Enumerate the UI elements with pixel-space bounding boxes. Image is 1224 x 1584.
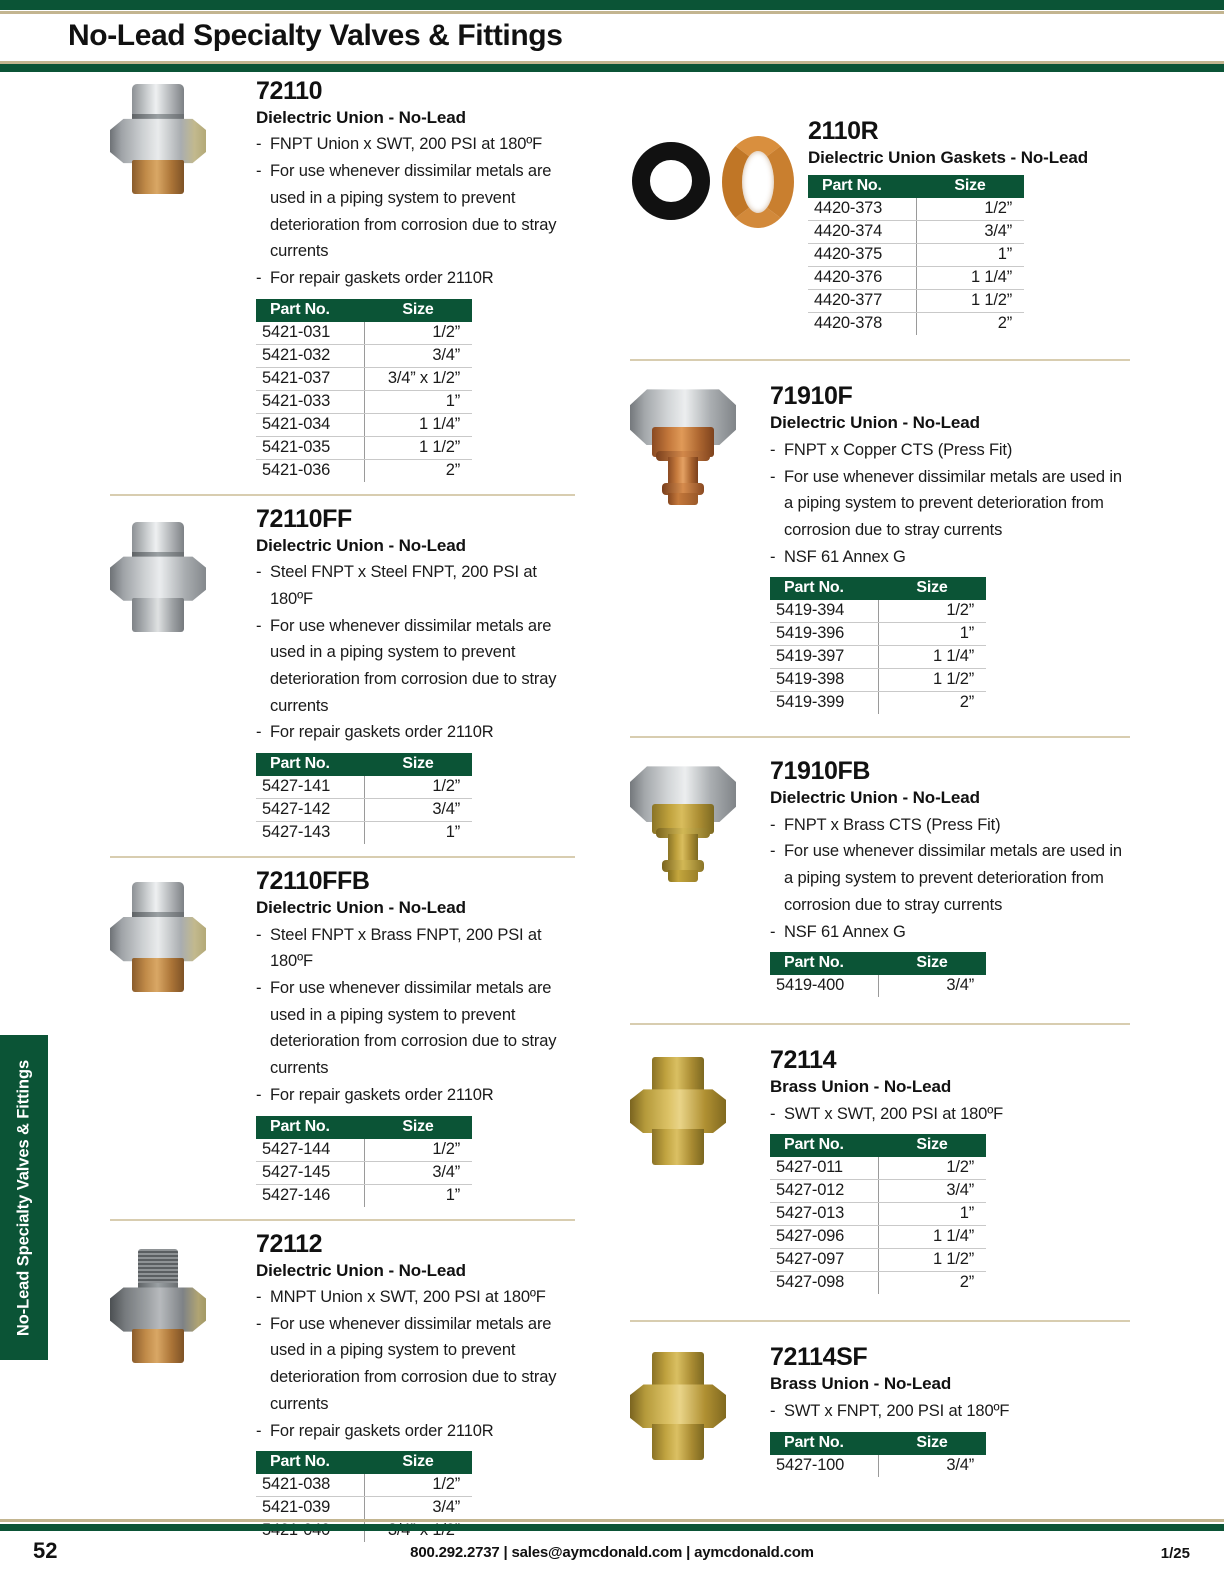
cell-part-no: 5427-141 [256,776,364,799]
gasket-tan-icon [722,136,794,228]
cell-size: 3/4” [364,1161,472,1184]
table-row [808,290,1024,313]
footer-rule [0,1524,1224,1531]
cell-size: 2” [959,1273,974,1292]
dielectric-union-icon [110,84,206,194]
cell-size: 1” [878,1203,986,1226]
product-71910f [630,383,1130,714]
header-top-rule [0,0,1224,10]
cell-size: 3/4” [364,1497,472,1520]
cell-part-no: 5427-144 [256,1139,364,1162]
cell-size: 2” [445,460,460,479]
page-number: 52 [33,1538,58,1563]
table-row [808,198,1024,221]
dielectric-union-icon [110,1249,206,1359]
cell-size: 1 1/2” [916,290,1024,313]
product-subtitle: Dielectric Union - No-Lead [256,108,466,127]
spec-table [770,1432,986,1477]
cell-size: 1/2” [364,1474,472,1497]
cell-part-no: 5421-035 [256,436,364,459]
cell-size: 3/4” [946,976,974,995]
cell-size: 1/2” [364,1139,472,1162]
spec-table [256,299,472,482]
cell-size: 1” [445,1185,460,1204]
column-header-size: Size [878,1432,986,1455]
brass-union-icon [630,1057,726,1165]
product-image-72110ffb [110,868,256,992]
cell-part-no: 5419-397 [770,646,878,669]
product-image-72114 [630,1047,770,1165]
section-divider [110,494,575,496]
cell-size: 3/4” [946,1455,974,1474]
cell-size: 3/4” [364,799,472,822]
product-subtitle: Brass Union - No-Lead [770,1374,952,1394]
section-divider [110,1219,575,1221]
product-subtitle: Dielectric Union - No-Lead [256,535,466,555]
cell-part-no: 5427-011 [770,1157,878,1180]
product-72110ffb [110,868,575,1206]
cell-size: 1 1/2” [364,436,472,459]
section-divider [630,1023,1130,1025]
spec-table [770,952,986,997]
product-sku: 72110 [256,77,323,105]
cell-part-no: 5419-398 [770,669,878,692]
feature-item: - For use whenever dissimilar metals are used in a piping system to prevent deterioration from corrosion due to stray currents [770,838,1130,918]
table-row [770,1203,986,1226]
product-sku: 71910F [770,382,853,411]
table-row [770,646,986,669]
cell-part-no: 5427-142 [256,799,364,822]
product-image-71910f [630,383,770,505]
section-divider [110,856,575,858]
table-row [256,459,472,482]
table-row [808,267,1024,290]
cell-part-no: 5421-036 [256,459,364,482]
column-header-part-no: Part No. [770,1432,878,1455]
table-row [256,822,472,845]
table-row [256,1184,472,1207]
table-row [256,799,472,822]
cell-part-no: 5427-146 [256,1184,364,1207]
dielectric-union-icon [110,522,206,632]
cell-size: 2” [959,693,974,712]
product-sku: 72114 [770,1046,837,1075]
brass-union-icon [630,1352,726,1460]
product-subtitle: Brass Union - No-Lead [770,1077,952,1097]
product-image-72110ff [110,506,256,632]
union-gaskets-icon [630,136,800,228]
column-header-part-no: Part No. [256,753,364,776]
cell-part-no: 5427-098 [770,1272,878,1295]
table-row [808,221,1024,244]
product-sku: 72110FFB [256,867,370,896]
product-features [770,1398,1130,1425]
product-features [770,1101,1130,1128]
cell-size: 3/4” [878,1180,986,1203]
column-header-part-no: Part No. [770,1134,878,1157]
column-header-part-no: Part No. [770,952,878,975]
feature-item: - For use whenever dissimilar metals are used in a piping system to prevent deterioration from corrosion due to stray currents [256,975,575,1082]
table-row [770,600,986,623]
product-image-2110r [630,118,808,228]
product-72110 [110,78,575,482]
column-header-size: Size [878,1134,986,1157]
cell-part-no: 5419-396 [770,623,878,646]
cell-part-no: 5427-096 [770,1226,878,1249]
product-features [256,559,575,746]
column-header-size: Size [364,753,472,776]
feature-item: - MNPT Union x SWT, 200 PSI at 180ºF [256,1284,575,1311]
cell-size: 3/4” [364,344,472,367]
product-72112 [110,1231,575,1543]
column-header-size: Size [878,577,986,600]
product-subtitle: Dielectric Union - No-Lead [256,1260,466,1280]
column-header-part-no: Part No. [256,1116,364,1139]
feature-item: - FNPT x Copper CTS (Press Fit) [770,437,1130,464]
column-header-size: Size [916,175,1024,198]
press-fit-union-icon [630,764,736,882]
cell-size: 1/2” [916,198,1024,221]
gasket-black-icon [632,142,710,220]
column-header-size: Size [364,299,472,322]
table-row [770,1226,986,1249]
spec-table [256,753,472,844]
cell-part-no: 4420-376 [808,267,916,290]
table-row [808,244,1024,267]
section-divider [630,359,1130,361]
table-row [770,623,986,646]
press-fit-union-icon [630,387,736,505]
cell-size: 1 1/4” [916,267,1024,290]
product-features [256,1284,575,1444]
product-subtitle: Dielectric Union - No-Lead [770,788,980,808]
product-subtitle: Dielectric Union - No-Lead [770,413,980,433]
feature-item: - SWT x FNPT, 200 PSI at 180ºF [770,1398,1130,1425]
product-72114sf [630,1344,1130,1476]
footer-revision-code: 1/25 [1160,1545,1190,1562]
right-column [630,118,1130,1477]
table-row [256,1161,472,1184]
product-features [770,812,1130,946]
feature-item: - NSF 61 Annex G [770,919,1130,946]
product-72110ff [110,506,575,844]
cell-size: 1/2” [878,1157,986,1180]
product-sku: 71910FB [770,757,871,786]
feature-item: - FNPT Union x SWT, 200 PSI at 180ºF [256,131,575,158]
cell-size: 1” [916,244,1024,267]
spec-table [770,1134,986,1294]
cell-size: 1/2” [878,600,986,623]
cell-size: 3/4” x 1/2” [364,367,472,390]
product-image-72112 [110,1231,256,1359]
cell-part-no: 5421-032 [256,344,364,367]
cell-size: 1 1/4” [878,1226,986,1249]
table-row [256,776,472,799]
feature-item: - For repair gaskets order 2110R [256,1082,575,1109]
product-image-71910fb [630,758,770,882]
table-row [770,1180,986,1203]
table-row [256,367,472,390]
table-row [256,1474,472,1497]
cell-part-no: 5421-039 [256,1497,364,1520]
table-row [256,322,472,345]
cell-size: 3/4” [916,221,1024,244]
product-sku: 72110FF [256,504,352,533]
product-image-72114sf [630,1344,770,1460]
cell-part-no: 5421-037 [256,367,364,390]
spec-table [808,175,1024,335]
section-divider [630,736,1130,738]
feature-item: - Steel FNPT x Steel FNPT, 200 PSI at 180ºF [256,559,575,612]
cell-part-no: 4420-377 [808,290,916,313]
product-sku: 72114SF [770,1343,868,1372]
cell-size: 2” [997,314,1012,333]
feature-item: - For repair gaskets order 2110R [256,1418,575,1445]
table-row [770,669,986,692]
feature-item: - SWT x SWT, 200 PSI at 180ºF [770,1101,1130,1128]
section-divider [630,1320,1130,1322]
product-subtitle: Dielectric Union Gaskets - No-Lead [808,148,1089,167]
table-row [256,413,472,436]
cell-part-no: 5419-400 [770,975,878,997]
column-header-size: Size [364,1451,472,1474]
column-header-size: Size [364,1116,472,1139]
table-row [808,313,1024,336]
cell-part-no: 4420-373 [808,198,916,221]
product-subtitle: Dielectric Union - No-Lead [256,898,466,918]
feature-item: - FNPT x Brass CTS (Press Fit) [770,812,1130,839]
table-row [770,975,986,997]
cell-part-no: 5427-143 [256,822,364,845]
table-row [256,1139,472,1162]
cell-size: 1/2” [364,322,472,345]
column-header-part-no: Part No. [256,1451,364,1474]
product-sku: 2110R [808,117,879,145]
product-71910fb [630,758,1130,997]
cell-size: 1 1/2” [878,669,986,692]
cell-part-no: 5419-399 [770,692,878,715]
feature-item: - For use whenever dissimilar metals are used in a piping system to prevent deterioration from corrosion due to stray currents [770,464,1130,544]
table-row [770,1157,986,1180]
product-features [256,922,575,1109]
column-header-part-no: Part No. [770,577,878,600]
product-2110r [630,118,1130,335]
cell-part-no: 5421-038 [256,1474,364,1497]
cell-part-no: 5427-097 [770,1249,878,1272]
cell-part-no: 4420-374 [808,221,916,244]
cell-part-no: 5427-100 [770,1455,878,1477]
column-header-part-no: Part No. [808,175,916,198]
dielectric-union-icon [110,882,206,992]
cell-part-no: 5427-013 [770,1203,878,1226]
cell-size: 1/2” [364,776,472,799]
cell-part-no: 5427-145 [256,1161,364,1184]
cell-part-no: 5421-034 [256,413,364,436]
cell-part-no: 5421-033 [256,390,364,413]
table-row [770,692,986,715]
section-side-tab [0,1035,48,1360]
product-features [256,131,575,291]
product-image-72110 [110,78,256,194]
table-row [256,1497,472,1520]
cell-size: 1 1/2” [878,1249,986,1272]
cell-size: 1” [878,623,986,646]
spec-table [770,577,986,714]
product-sku: 72112 [256,1229,323,1258]
table-row [770,1455,986,1477]
section-side-tab-label: No-Lead Specialty Valves & Fittings [14,1059,33,1336]
cell-size: 1 1/4” [878,646,986,669]
feature-item: - For use whenever dissimilar metals are used in a piping system to prevent deterioration from corrosion due to stray currents [256,1311,575,1418]
footer-contact-info: 800.292.2737 | sales@aymcdonald.com | aymcdonald.com [410,1544,814,1561]
table-row [770,1249,986,1272]
table-row [770,1272,986,1295]
product-72114 [630,1047,1130,1294]
cell-part-no: 4420-375 [808,244,916,267]
cell-size: 1” [445,823,460,842]
feature-item: - For repair gaskets order 2110R [256,719,575,746]
cell-part-no: 5419-394 [770,600,878,623]
spec-table [256,1116,472,1207]
cell-part-no: 5427-012 [770,1180,878,1203]
header-bottom-rule [0,64,1224,72]
cell-size: 1 1/4” [364,413,472,436]
feature-item: - For repair gaskets order 2110R [256,265,575,292]
table-row [256,390,472,413]
cell-part-no: 5421-031 [256,322,364,345]
feature-item: - Steel FNPT x Brass FNPT, 200 PSI at 180ºF [256,922,575,975]
feature-item: - For use whenever dissimilar metals are used in a piping system to prevent deterioration from corrosion due to stray currents [256,613,575,720]
product-features [770,437,1130,571]
cell-size: 1” [364,390,472,413]
column-header-part-no: Part No. [256,299,364,322]
table-row [256,344,472,367]
left-column [110,78,575,1542]
column-header-size: Size [878,952,986,975]
feature-item: - For use whenever dissimilar metals are used in a piping system to prevent deterioration from corrosion due to stray currents [256,158,575,265]
cell-part-no: 4420-378 [808,313,916,336]
table-row [256,436,472,459]
footer-accent-rule [0,1519,1224,1522]
page-title: No-Lead Specialty Valves & Fittings [68,19,563,52]
feature-item: - NSF 61 Annex G [770,544,1130,571]
